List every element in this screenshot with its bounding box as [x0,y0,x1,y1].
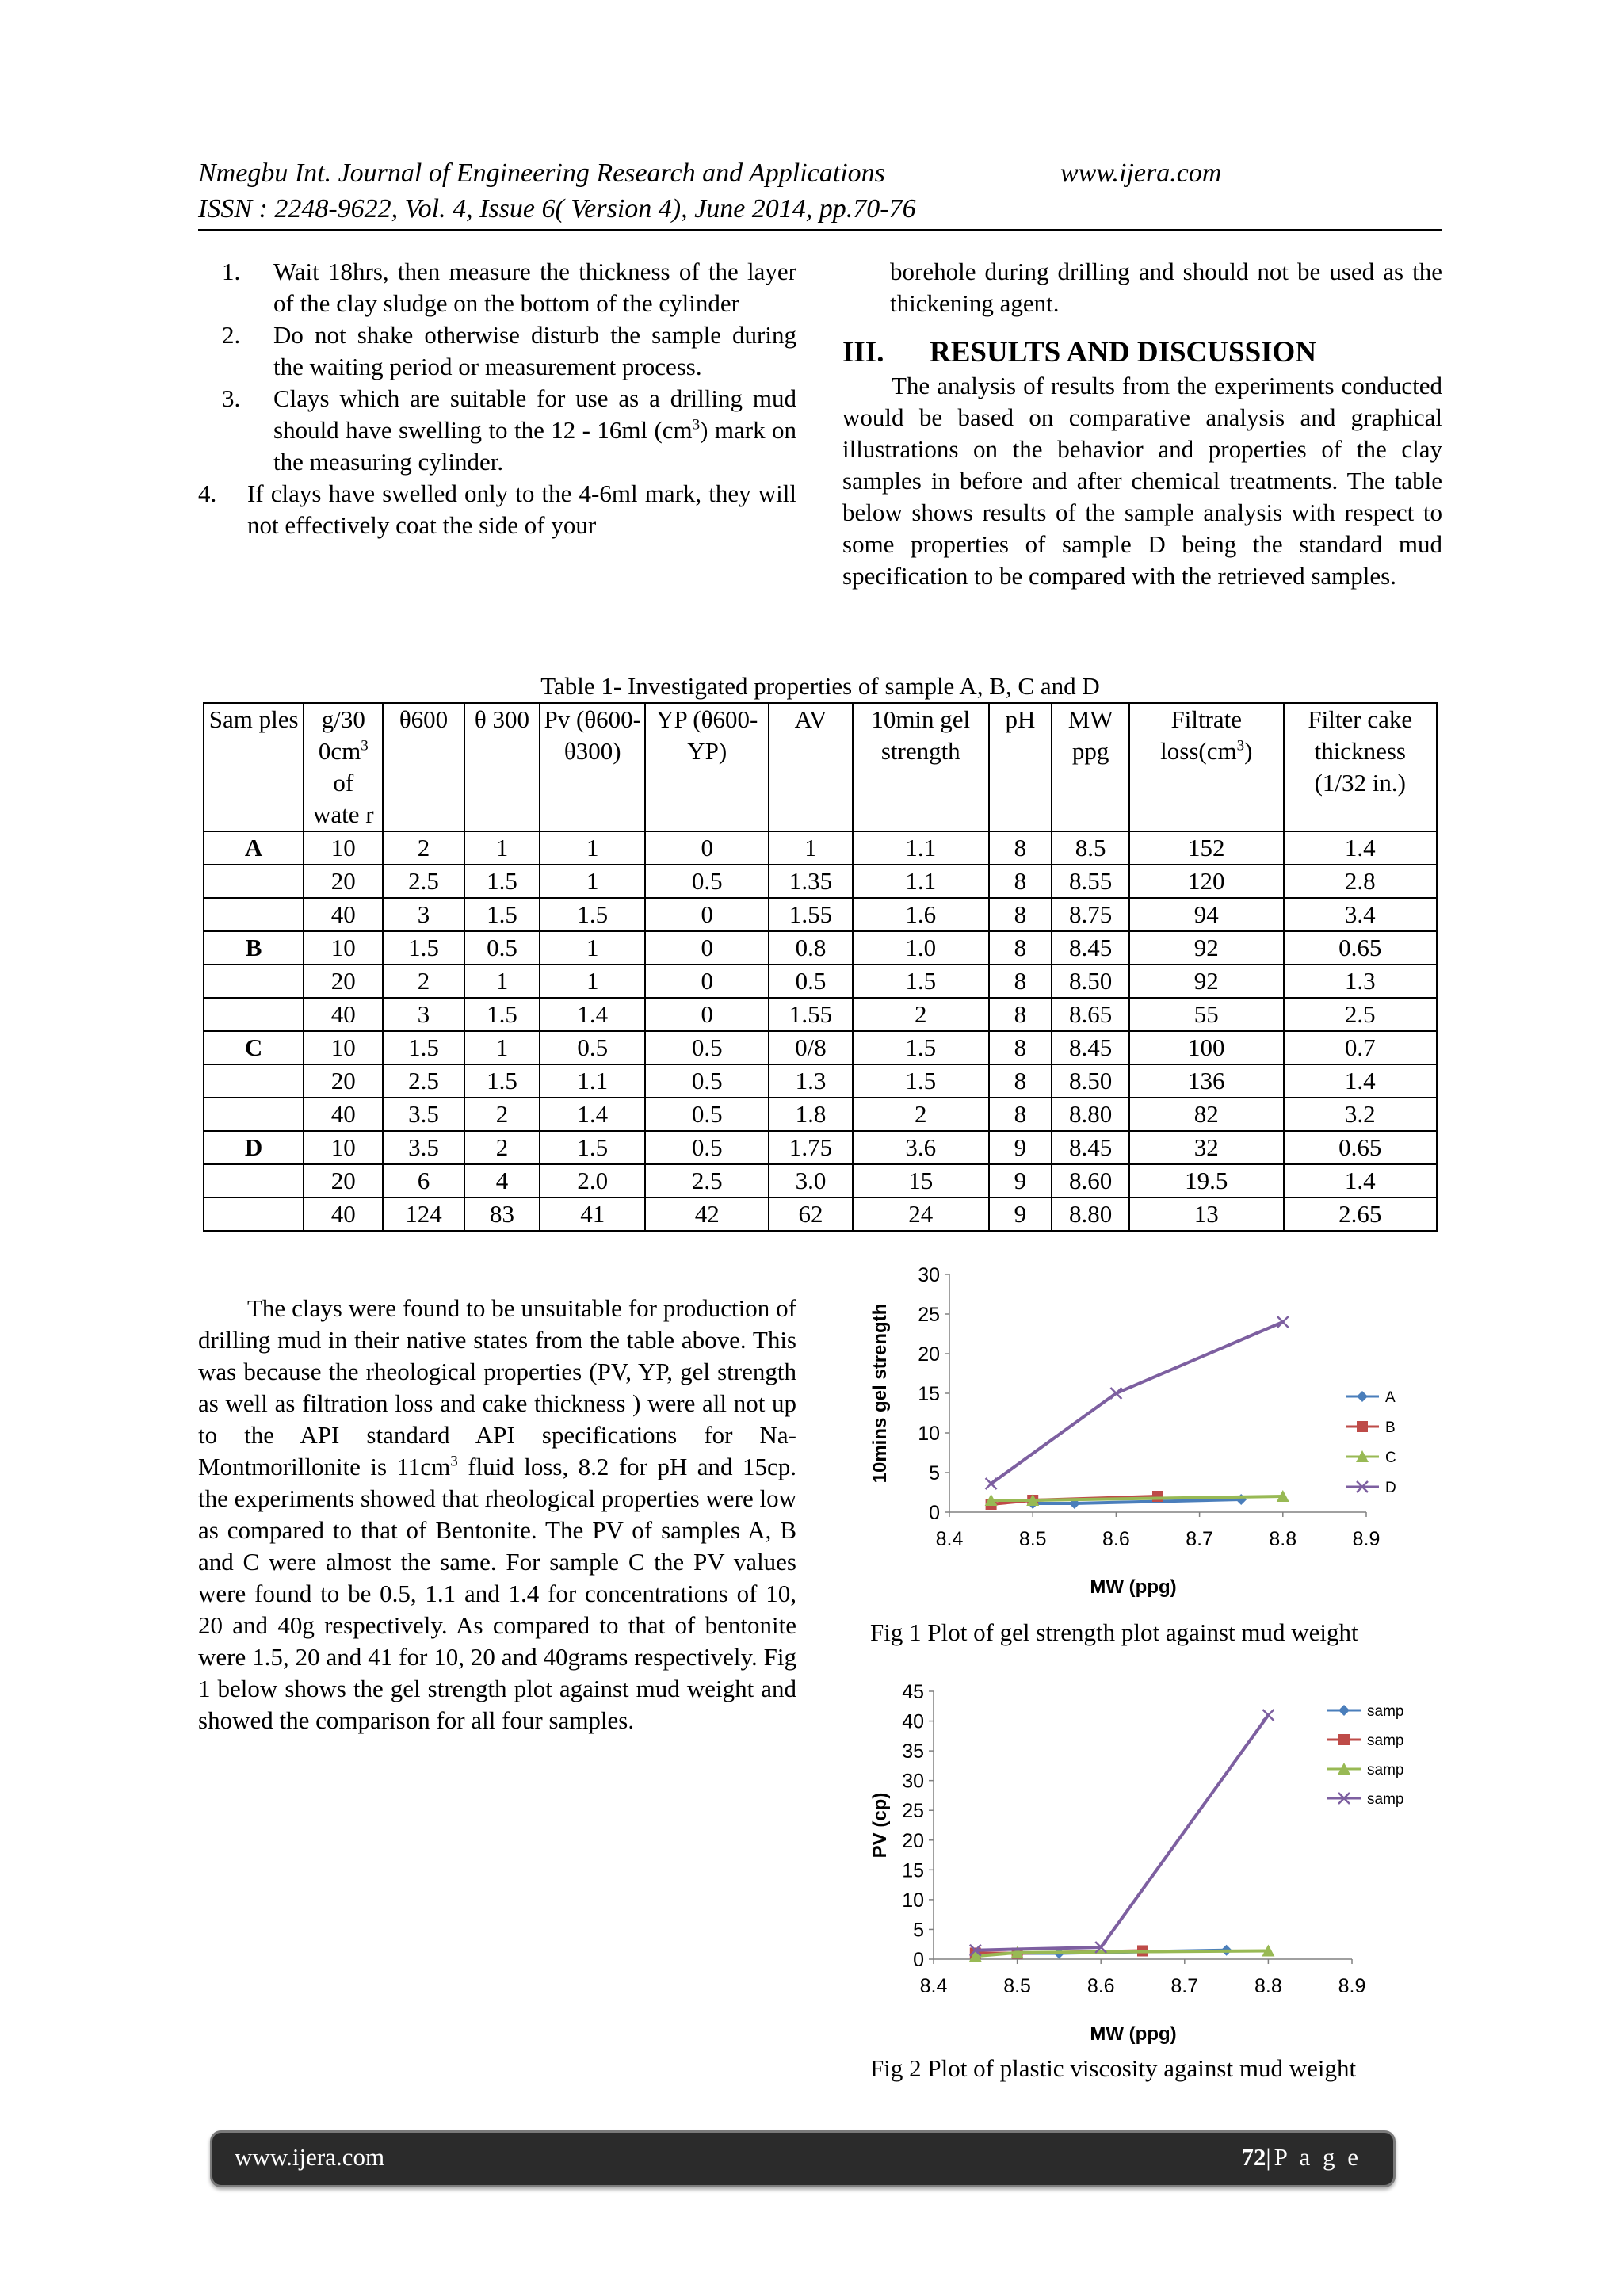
table-cell: 2 [853,1098,989,1131]
sample-cell: B [204,931,304,965]
table-cell: 8 [989,998,1052,1031]
procedure-list [198,256,796,541]
col-header-filtrate: Filtrate $loss(cm^3)$ [1129,703,1284,831]
col-header-theta300: θ 300 [464,703,540,831]
table-cell: 1.5 [853,1031,989,1064]
table-cell: 152 [1129,831,1284,865]
table-cell: 2.5 [383,1064,464,1098]
table-cell: 1 [464,965,540,998]
list-item: 1. Wait 18hrs, then measure the thickness of the layer of the clay sludge on the bottom of the cylinder [222,258,796,317]
table-cell: 32 [1129,1131,1284,1164]
legend-entry: C [1385,1450,1396,1466]
table-cell: 0 [645,998,769,1031]
x-tick-label: 8.5 [1018,1528,1047,1550]
table-cell: 0.65 [1284,1131,1437,1164]
table-cell: 0.5 [645,1031,769,1064]
sample-cell: C [204,1031,304,1064]
table-cell: 1.5 [383,931,464,965]
chart-plastic-viscosity-svg [864,1682,1434,2050]
table-cell: 55 [1129,998,1284,1031]
sample-cell [204,1198,304,1231]
table-row [204,1164,1437,1198]
sample-cell [204,965,304,998]
table-cell: 41 [540,1198,645,1231]
table-cell: 9 [989,1131,1052,1164]
x-axis-label: MW (ppg) [1090,2023,1177,2045]
table-cell: 82 [1129,1098,1284,1131]
footer-page-number: 72|P a g e [1241,2143,1361,2171]
x-tick-label: 8.4 [935,1528,964,1550]
table-cell: 20 [304,965,383,998]
x-tick-label: 8.4 [919,1975,948,1997]
x-axis-label: MW (ppg) [1090,1576,1177,1598]
table-cell: 0 [645,931,769,965]
table-cell: 2 [853,998,989,1031]
x-tick-label: 8.8 [1269,1528,1297,1550]
properties-table [203,702,1438,1232]
table-cell: 8.60 [1052,1164,1129,1198]
table-cell: 0.5 [540,1031,645,1064]
table-cell: 40 [304,998,383,1031]
table-cell: 20 [304,865,383,898]
data-point [1338,1705,1350,1716]
x-tick-label: 8.6 [1086,1975,1115,1997]
table-cell: 8 [989,931,1052,965]
table-cell: 2.8 [1284,865,1437,898]
col-header-samples: Sam ples [204,703,304,831]
table-cell: 0 [645,831,769,865]
col-header-av: AV [769,703,853,831]
table-cell: 1.3 [1284,965,1437,998]
col-header-yp: YP (θ600-YP) [645,703,769,831]
col-header-gel: 10min gel strength [853,703,989,831]
table-cell: 1 [769,831,853,865]
table-cell: 3.0 [769,1164,853,1198]
table-cell: 3.2 [1284,1098,1437,1131]
footer-website: www.ijera.com [235,2143,385,2171]
table-cell: 1.5 [540,1131,645,1164]
table-cell: 1.4 [1284,831,1437,865]
table-cell: 1.0 [853,931,989,965]
table-cell: 3.5 [383,1131,464,1164]
table-cell: 3 [383,898,464,931]
table-cell: 1 [540,965,645,998]
table-cell: 2 [464,1098,540,1131]
table-cell: 0.8 [769,931,853,965]
table-cell: 1.5 [383,1031,464,1064]
table-cell: 8 [989,1098,1052,1131]
table-cell: 6 [383,1164,464,1198]
table-cell: 2 [383,831,464,865]
y-tick-label: 40 [902,1710,924,1733]
table-cell: 0 [645,898,769,931]
y-tick-label: 10 [918,1423,940,1445]
right-column-top [842,256,1442,592]
data-point [1357,1391,1368,1402]
sample-cell [204,998,304,1031]
table-cell: 1.55 [769,898,853,931]
table-cell: 2.65 [1284,1198,1437,1231]
table-cell: 9 [989,1198,1052,1231]
table-cell: 124 [383,1198,464,1231]
y-tick-label: 5 [929,1462,940,1484]
list-item: 2. Do not shake otherwise disturb the sample during the waiting period or measurement process. [222,321,796,380]
table-cell: 40 [304,1198,383,1231]
x-tick-label: 8.9 [1338,1975,1366,1997]
table-cell: 1 [464,831,540,865]
table-cell: 8 [989,965,1052,998]
table-cell: 3.6 [853,1131,989,1164]
table-cell: 1.75 [769,1131,853,1164]
sample-cell: A [204,831,304,865]
figure-1-caption: Fig 1 Plot of gel strength plot against mud weight [870,1618,1358,1646]
table-cell: 0.5 [645,1064,769,1098]
sample-cell [204,1164,304,1198]
table-cell: 1.1 [853,831,989,865]
table-row [204,998,1437,1031]
x-tick-label: 8.6 [1102,1528,1130,1550]
table-cell: 1 [540,931,645,965]
table-cell: 1.6 [853,898,989,931]
list-continuation: borehole during drilling and should not be used as the thickening agent. [890,258,1442,317]
table-cell: 1.4 [1284,1064,1437,1098]
table-cell: 8.50 [1052,1064,1129,1098]
table-cell: 10 [304,931,383,965]
table-cell: 8 [989,898,1052,931]
y-tick-label: 25 [902,1800,924,1823]
table-cell: 0.5 [464,931,540,965]
table-row [204,831,1437,865]
table-cell: 15 [853,1164,989,1198]
legend-entry: A [1385,1389,1396,1406]
table-cell: 2.5 [383,865,464,898]
table-cell: 10 [304,831,383,865]
data-point [986,1478,997,1489]
table-cell: 1.55 [769,998,853,1031]
sample-cell [204,1064,304,1098]
y-axis-label: 10mins gel strength [869,1303,891,1484]
table-cell: 3 [383,998,464,1031]
chart-plastic-viscosity [864,1682,1434,2050]
table-cell: 24 [853,1198,989,1231]
table-cell: 40 [304,1098,383,1131]
sample-cell: D [204,1131,304,1164]
x-tick-label: 8.9 [1352,1528,1381,1550]
table-cell: 120 [1129,865,1284,898]
y-tick-label: 30 [902,1770,924,1793]
y-tick-label: 25 [918,1304,940,1326]
legend-entry: B [1385,1419,1396,1436]
table-cell: 8.45 [1052,1131,1129,1164]
table-cell: 1 [464,1031,540,1064]
chart-gel-strength-svg [864,1260,1434,1609]
list-item: 3. Clays which are suitable for use as a drilling mud should have swelling to the 12 - 16ml $(cm^3)$ mark on the measuring cylinder. [222,384,796,476]
table-cell: 1.5 [464,865,540,898]
table-cell: 1 [540,831,645,865]
sample-cell [204,1098,304,1131]
table-cell: 94 [1129,898,1284,931]
table-cell: 8.45 [1052,1031,1129,1064]
table-cell: 9 [989,1164,1052,1198]
y-tick-label: 35 [902,1740,924,1763]
table-cell: 0.5 [645,1131,769,1164]
table-cell: 3.5 [383,1098,464,1131]
table-cell: 136 [1129,1064,1284,1098]
table-cell: 1.5 [540,898,645,931]
table-cell: 1.4 [540,998,645,1031]
table-cell: 8 [989,831,1052,865]
table-cell: 19.5 [1129,1164,1284,1198]
table-cell: 1.1 [853,865,989,898]
table-cell: 20 [304,1164,383,1198]
table-cell: 8 [989,1064,1052,1098]
page-footer [210,2130,1396,2187]
table-cell: 1.5 [853,965,989,998]
table-row [204,1198,1437,1231]
table-cell: 8.50 [1052,965,1129,998]
table-cell: 8.5 [1052,831,1129,865]
chart-gel-strength [864,1260,1434,1609]
table-cell: 2.5 [1284,998,1437,1031]
table-row [204,1031,1437,1064]
legend-entry: samp [1367,1762,1404,1778]
col-header-concentration: g/30 $0cm^3$ of wate r [304,703,383,831]
y-tick-label: 5 [913,1919,924,1942]
table-cell: 20 [304,1064,383,1098]
sample-cell [204,865,304,898]
table-cell: 0.7 [1284,1031,1437,1064]
table-cell: 1.4 [1284,1164,1437,1198]
table-cell: 8 [989,865,1052,898]
col-header-mw: MW ppg [1052,703,1129,831]
table-cell: 0/8 [769,1031,853,1064]
section-paragraph: The analysis of results from the experiments conducted would be based on comparative analysis and graphical illustrations on the behavior and properties of the clay samples in before and after chemical treatments. The table below shows results of the sample analysis with respect to some properties of sample D being the standard mud specification to be compared with the retrieved samples. [842,372,1442,590]
table-cell: 62 [769,1198,853,1231]
y-tick-label: 15 [918,1383,940,1405]
y-tick-label: 20 [918,1343,940,1366]
data-point [1152,1491,1163,1502]
legend-entry: samp [1367,1703,1404,1720]
table-cell: 0.65 [1284,931,1437,965]
figure-2-caption: Fig 2 Plot of plastic viscosity against mud weight [870,2054,1357,2082]
table-cell: 4 [464,1164,540,1198]
data-point [1357,1421,1368,1432]
table-cell: 2 [383,965,464,998]
table-row [204,898,1437,931]
table-cell: 10 [304,1031,383,1064]
col-header-theta600: θ600 [383,703,464,831]
table-cell: 0.5 [645,865,769,898]
legend-entry: samp [1367,1733,1404,1749]
table-cell: 8 [989,1031,1052,1064]
x-tick-label: 8.7 [1186,1528,1213,1550]
table-cell: 0 [645,965,769,998]
table-cell: 1.5 [464,1064,540,1098]
table-row [204,1131,1437,1164]
table-row [204,965,1437,998]
discussion-paragraph: The clays were found to be unsuitable for production of drilling mud in their native states from the table above. This was because the rheological properties (PV, YP, gel strength as well as filtration loss and cake thickness ) were all not up to the API standard API specifications for Na-Montmorillonite is $11cm^3$ fluid loss, 8.2 for pH and 15cp. the experiments showed that rheological properties were low as compared to that of Bentonite. The PV of samples A, B and C were almost the same. For sample C the PV values were found to be 0.5, 1.1 and 1.4 for concentrations of 10, 20 and 40g respectively. As compared to that of bentonite were 1.5, 20 and 41 for 10, 20 and 40grams respectively. Fig 1 below shows the gel strength plot against mud weight and showed the comparison for all four samples. [198,1294,797,1734]
data-point [1262,1710,1274,1721]
table-cell: 2 [464,1131,540,1164]
running-header [198,155,1442,227]
table-row [204,1098,1437,1131]
section-heading: III. RESULTS AND DISCUSSION [842,336,1317,369]
table-cell: 40 [304,898,383,931]
journal-website: www.ijera.com [1060,159,1222,188]
table-cell: 1.5 [464,898,540,931]
table-cell: 1.5 [464,998,540,1031]
table-row [204,1064,1437,1098]
table-cell: 1.8 [769,1098,853,1131]
y-tick-label: 30 [918,1264,940,1286]
y-tick-label: 0 [929,1502,940,1524]
table-cell: 83 [464,1198,540,1231]
table-cell: 3.4 [1284,898,1437,931]
col-header-ph: pH [989,703,1052,831]
table-cell: 1.3 [769,1064,853,1098]
y-tick-label: 15 [902,1859,924,1882]
x-tick-label: 8.8 [1254,1975,1282,1997]
header-rule [198,229,1442,231]
table-cell: 0.5 [645,1098,769,1131]
y-tick-label: 20 [902,1829,924,1852]
list-item: 4. If clays have swelled only to the 4-6ml mark, they will not effectively coat the side of your [198,479,796,539]
y-tick-label: 10 [902,1889,924,1912]
table-row [204,931,1437,965]
col-header-cake: Filter cake thickness (1/32 in.) [1284,703,1437,831]
legend-entry: D [1385,1480,1396,1496]
table-cell: 8.45 [1052,931,1129,965]
issn-line: ISSN : 2248-9622, Vol. 4, Issue 6( Version 4), June 2014, pp.70-76 [198,194,916,223]
table-cell: 42 [645,1198,769,1231]
x-tick-label: 8.5 [1003,1975,1031,1997]
table-cell: 8.55 [1052,865,1129,898]
x-tick-label: 8.7 [1170,1975,1199,1997]
data-point [1338,1734,1350,1745]
table-cell: 8.80 [1052,1098,1129,1131]
journal-name: Nmegbu Int. Journal of Engineering Research and Applications [198,159,885,188]
sample-cell [204,898,304,931]
table-cell: 8.80 [1052,1198,1129,1231]
table-cell: 2.5 [645,1164,769,1198]
table-cell: 8.65 [1052,998,1129,1031]
series-line [976,1715,1269,1950]
y-axis-label: PV (cp) [869,1792,891,1859]
table-cell: 1.1 [540,1064,645,1098]
col-header-pv: Pv (θ600-θ300) [540,703,645,831]
legend-entry: samp [1367,1791,1404,1808]
table-cell: 92 [1129,965,1284,998]
series-line [991,1322,1283,1484]
table-header-row [204,703,1437,831]
table-cell: 1.4 [540,1098,645,1131]
table-cell: 0.5 [769,965,853,998]
table-cell: 1 [540,865,645,898]
table-cell: 100 [1129,1031,1284,1064]
table-cell: 13 [1129,1198,1284,1231]
table-cell: 10 [304,1131,383,1164]
table-cell: 92 [1129,931,1284,965]
table-cell: 2.0 [540,1164,645,1198]
table-row [204,865,1437,898]
table-cell: 8.75 [1052,898,1129,931]
y-tick-label: 45 [902,1682,924,1703]
y-tick-label: 0 [913,1949,924,1971]
table-cell: 1.35 [769,865,853,898]
table-caption: Table 1- Investigated properties of sample A, B, C and D [540,672,1100,700]
table-cell: 1.5 [853,1064,989,1098]
